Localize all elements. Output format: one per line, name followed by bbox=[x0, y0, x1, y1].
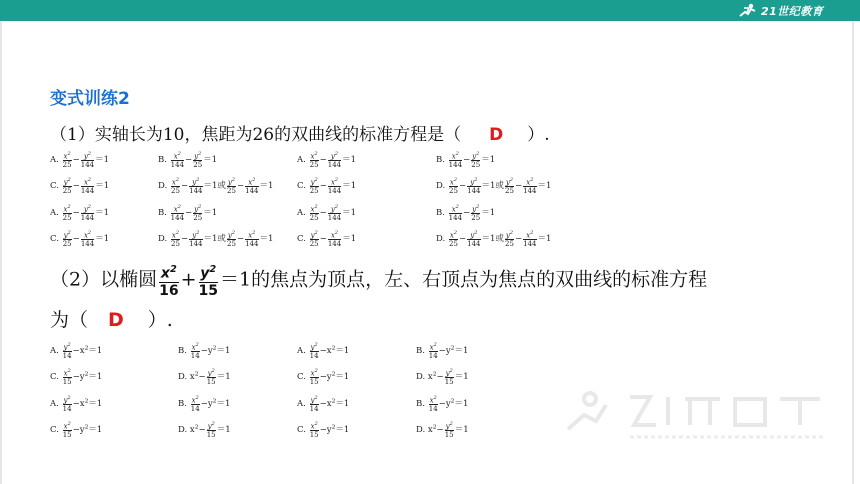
q2-option-letter: C. bbox=[297, 425, 306, 436]
q2-option-a: A. $\frac{y^2}{14}$ $-x^2=1$ bbox=[297, 342, 350, 361]
q2-option-letter: B. bbox=[178, 399, 187, 410]
q2-option-b: B. $\frac{x^2}{14}$ $-y^2=1$ bbox=[178, 395, 231, 414]
q1-option-b: B. $\frac{x^2}{144}$ − $\frac{y^2}{25}$ ＝1 bbox=[436, 204, 496, 223]
q1-option-letter: B. bbox=[158, 208, 167, 219]
q1-option-letter: C. bbox=[50, 234, 59, 245]
question-2-line2-suffix: ）. bbox=[147, 309, 173, 331]
q2-option-b: B. $\frac{x^2}{14}$ $-y^2=1$ bbox=[416, 342, 469, 361]
question-1 bbox=[50, 120, 550, 145]
q1-option-letter: A. bbox=[297, 155, 306, 166]
q1-option-a: A. $\frac{x^2}{25}$ − $\frac{y^2}{144}$ ＝1 bbox=[297, 151, 357, 170]
q1-option-letter: B. bbox=[158, 155, 167, 166]
q1-option-b: B. $\frac{x^2}{144}$ − $\frac{y^2}{25}$ ＝1 bbox=[436, 151, 496, 170]
q1-option-d: D. $\frac{x^2}{25}$ − $\frac{y^2}{144}$ ＝1或 $\frac{y^2}{25}$ − $\frac{x^2}{144}$ ＝1 bbox=[436, 177, 552, 196]
ellipse-y-fraction: $\frac{y^2}{15}$ bbox=[198, 264, 218, 299]
q2-option-letter: D. bbox=[416, 372, 426, 383]
q2-option-c: C. $\frac{x^2}{15}$ $-y^2=1$ bbox=[297, 421, 350, 440]
q1-option-a: A. $\frac{x^2}{25}$ − $\frac{y^2}{144}$ ＝1 bbox=[50, 151, 110, 170]
q1-option-letter: C. bbox=[297, 234, 306, 245]
q1-option-b: B. $\frac{x^2}{144}$ − $\frac{y^2}{25}$ ＝1 bbox=[158, 204, 218, 223]
q2-option-c: C. $\frac{x^2}{15}$ $-y^2=1$ bbox=[50, 421, 103, 440]
q2-option-d: D. $x^2-$ $\frac{y^2}{15}$ ＝1 bbox=[416, 421, 469, 440]
q1-option-d: D. $\frac{x^2}{25}$ − $\frac{y^2}{144}$ ＝1或 $\frac{y^2}{25}$ − $\frac{x^2}{144}$ ＝1 bbox=[436, 230, 552, 249]
q1-option-letter: C. bbox=[50, 181, 59, 192]
exercise-heading: 变式训练2 bbox=[50, 89, 130, 109]
q1-option-d: D. $\frac{x^2}{25}$ − $\frac{y^2}{144}$ ＝1或 $\frac{y^2}{25}$ − $\frac{x^2}{144}$ ＝1 bbox=[158, 230, 274, 249]
right-border bbox=[852, 21, 854, 484]
q2-option-letter: D. bbox=[178, 425, 188, 436]
q2-option-a: A. $\frac{y^2}{14}$ $-x^2=1$ bbox=[50, 342, 103, 361]
q2-option-d: D. $x^2-$ $\frac{y^2}{15}$ ＝1 bbox=[178, 368, 231, 387]
question-2-line2-prefix: 为（ bbox=[50, 309, 89, 331]
q2-option-letter: C. bbox=[297, 372, 306, 383]
question-2-middle: ＝1的焦点为顶点，左、右顶点为焦点的双曲线的标准方程 bbox=[219, 268, 708, 291]
q1-option-c: C. $\frac{y^2}{25}$ − $\frac{x^2}{144}$ ＝1 bbox=[297, 177, 357, 196]
q2-option-letter: A. bbox=[50, 399, 59, 410]
q2-option-d: D. $x^2-$ $\frac{y^2}{15}$ ＝1 bbox=[178, 421, 231, 440]
q1-option-letter: B. bbox=[436, 155, 445, 166]
q2-option-a: A. $\frac{y^2}{14}$ $-x^2=1$ bbox=[297, 395, 350, 414]
q1-option-a: A. $\frac{x^2}{25}$ − $\frac{y^2}{144}$ ＝1 bbox=[50, 204, 110, 223]
question-2-line-1: （2）以椭圆 $\frac{x^2}{16}$ + $\frac{y^2}{15}$ ＝1的焦点为顶点，左、右顶点为焦点的双曲线的标准方程 bbox=[50, 264, 708, 299]
q1-option-letter: D. bbox=[158, 181, 168, 192]
q2-option-letter: B. bbox=[416, 399, 425, 410]
q2-option-letter: A. bbox=[297, 399, 306, 410]
q2-option-letter: B. bbox=[178, 346, 187, 357]
q1-option-letter: D. bbox=[436, 181, 446, 192]
question-2-line-2 bbox=[50, 305, 173, 332]
q2-option-letter: A. bbox=[297, 346, 306, 357]
left-border bbox=[0, 21, 2, 484]
q2-option-letter: C. bbox=[50, 425, 59, 436]
q2-option-letter: D. bbox=[416, 425, 426, 436]
question-1-answer: D bbox=[489, 125, 504, 145]
q1-option-c: C. $\frac{y^2}{25}$ − $\frac{x^2}{144}$ ＝1 bbox=[50, 230, 110, 249]
q2-option-letter: C. bbox=[50, 372, 59, 383]
ellipse-x-fraction: $\frac{x^2}{16}$ bbox=[159, 264, 179, 299]
q1-option-letter: A. bbox=[50, 155, 59, 166]
q1-option-d: D. $\frac{x^2}{25}$ − $\frac{y^2}{144}$ ＝1或 $\frac{y^2}{25}$ − $\frac{x^2}{144}$ ＝1 bbox=[158, 177, 274, 196]
q1-option-letter: C. bbox=[297, 181, 306, 192]
top-banner bbox=[0, 0, 860, 21]
q1-option-letter: A. bbox=[297, 208, 306, 219]
question-2-answer: D bbox=[108, 309, 124, 331]
brand-logo bbox=[736, 2, 823, 19]
question-1-text: （1）实轴长为10，焦距为26的双曲线的标准方程是（ bbox=[50, 125, 462, 145]
q2-option-c: C. $\frac{x^2}{15}$ $-y^2=1$ bbox=[50, 368, 103, 387]
watermark-logo-icon bbox=[560, 385, 840, 445]
q2-option-letter: D. bbox=[178, 372, 188, 383]
q2-option-a: A. $\frac{y^2}{14}$ $-x^2=1$ bbox=[50, 395, 103, 414]
brand-logo-text: 21世纪教育 bbox=[761, 4, 824, 18]
q1-option-letter: D. bbox=[436, 234, 446, 245]
q1-option-b: B. $\frac{x^2}{144}$ − $\frac{y^2}{25}$ ＝1 bbox=[158, 151, 218, 170]
q1-option-a: A. $\frac{x^2}{25}$ − $\frac{y^2}{144}$ ＝1 bbox=[297, 204, 357, 223]
q2-option-b: B. $\frac{x^2}{14}$ $-y^2=1$ bbox=[416, 395, 469, 414]
q2-option-b: B. $\frac{x^2}{14}$ $-y^2=1$ bbox=[178, 342, 231, 361]
q1-option-c: C. $\frac{y^2}{25}$ − $\frac{x^2}{144}$ ＝1 bbox=[50, 177, 110, 196]
q1-option-letter: D. bbox=[158, 234, 168, 245]
q1-option-c: C. $\frac{y^2}{25}$ − $\frac{x^2}{144}$ ＝1 bbox=[297, 230, 357, 249]
q2-option-letter: B. bbox=[416, 346, 425, 357]
q2-option-d: D. $x^2-$ $\frac{y^2}{15}$ ＝1 bbox=[416, 368, 469, 387]
runner-logo-icon bbox=[736, 3, 758, 19]
q1-option-letter: A. bbox=[50, 208, 59, 219]
q1-option-letter: B. bbox=[436, 208, 445, 219]
question-1-suffix: ）. bbox=[527, 125, 550, 145]
q2-option-c: C. $\frac{x^2}{15}$ $-y^2=1$ bbox=[297, 368, 350, 387]
question-2-prefix: （2）以椭圆 bbox=[50, 268, 158, 291]
q2-option-letter: A. bbox=[50, 346, 59, 357]
